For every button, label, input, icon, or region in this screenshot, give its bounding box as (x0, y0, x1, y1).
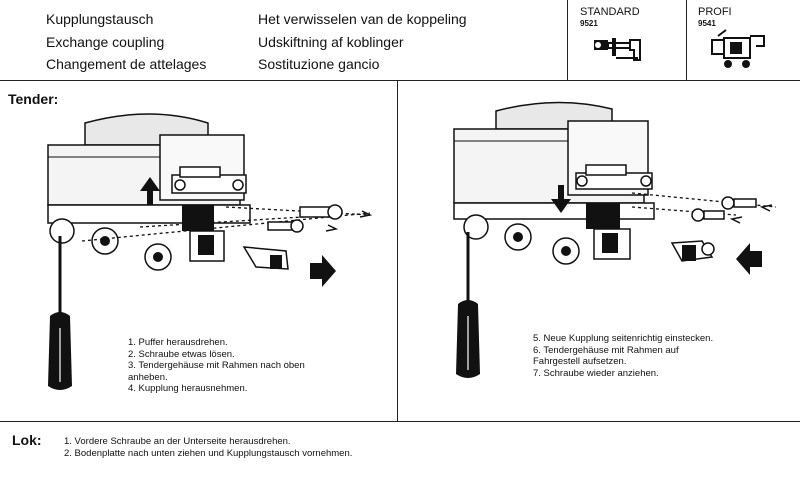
step-2: 2. Schraube etwas lösen. (128, 348, 235, 360)
lok-rule (0, 421, 800, 422)
title-italian: Sostituzione gancio (258, 56, 380, 72)
tender-steps-right (533, 333, 713, 379)
profi-coupling-icon (706, 28, 772, 72)
variant-profi-number: 9541 (698, 19, 716, 28)
step-1: 1. Puffer herausdrehen. (128, 337, 228, 348)
variant-standard-label: STANDARD (580, 6, 640, 18)
step-3: 3. Tendergehäuse mit Rahmen nach oben (128, 360, 305, 371)
step-6: 6. Tendergehäuse mit Rahmen auf (533, 344, 679, 356)
step-6-cont: Fahrgestell aufsetzen. (533, 356, 627, 367)
screwdriver-right-icon (448, 232, 488, 382)
lok-steps (64, 436, 352, 459)
screwdriver-left-icon (40, 236, 80, 396)
lok-step-2: 2. Bodenplatte nach unten ziehen und Kupplungstausch vornehmen. (64, 447, 353, 459)
title-german: Kupplungstausch (46, 11, 154, 27)
tender-disassembly-illustration (30, 105, 390, 335)
tender-assembly-illustration (436, 95, 786, 325)
title-english: Exchange coupling (46, 34, 165, 50)
tender-title: Tender: (8, 91, 59, 107)
title-danish: Udskiftning af koblinger (258, 34, 404, 50)
step-5: 5. Neue Kupplung seitenrichtig einstecken. (533, 333, 714, 344)
tender-steps-left (128, 337, 305, 395)
lok-step-1: 1. Vordere Schraube an der Unterseite herausdrehen. (64, 436, 291, 447)
tender-divider (397, 80, 398, 421)
header-divider-2 (686, 0, 687, 80)
step-3-cont: anheben. (128, 371, 168, 383)
header-divider-1 (567, 0, 568, 80)
variant-standard-number: 9521 (580, 19, 598, 28)
lok-title: Lok: (12, 432, 42, 448)
step-4: 4. Kupplung herausnehmen. (128, 383, 248, 394)
title-french: Changement de attelages (46, 56, 207, 72)
variant-profi-label: PROFI (698, 6, 732, 18)
step-7: 7. Schraube wieder anziehen. (533, 367, 659, 379)
standard-coupling-icon (590, 30, 650, 70)
title-dutch: Het verwisselen van de koppeling (258, 11, 467, 27)
header-rule (0, 80, 800, 81)
